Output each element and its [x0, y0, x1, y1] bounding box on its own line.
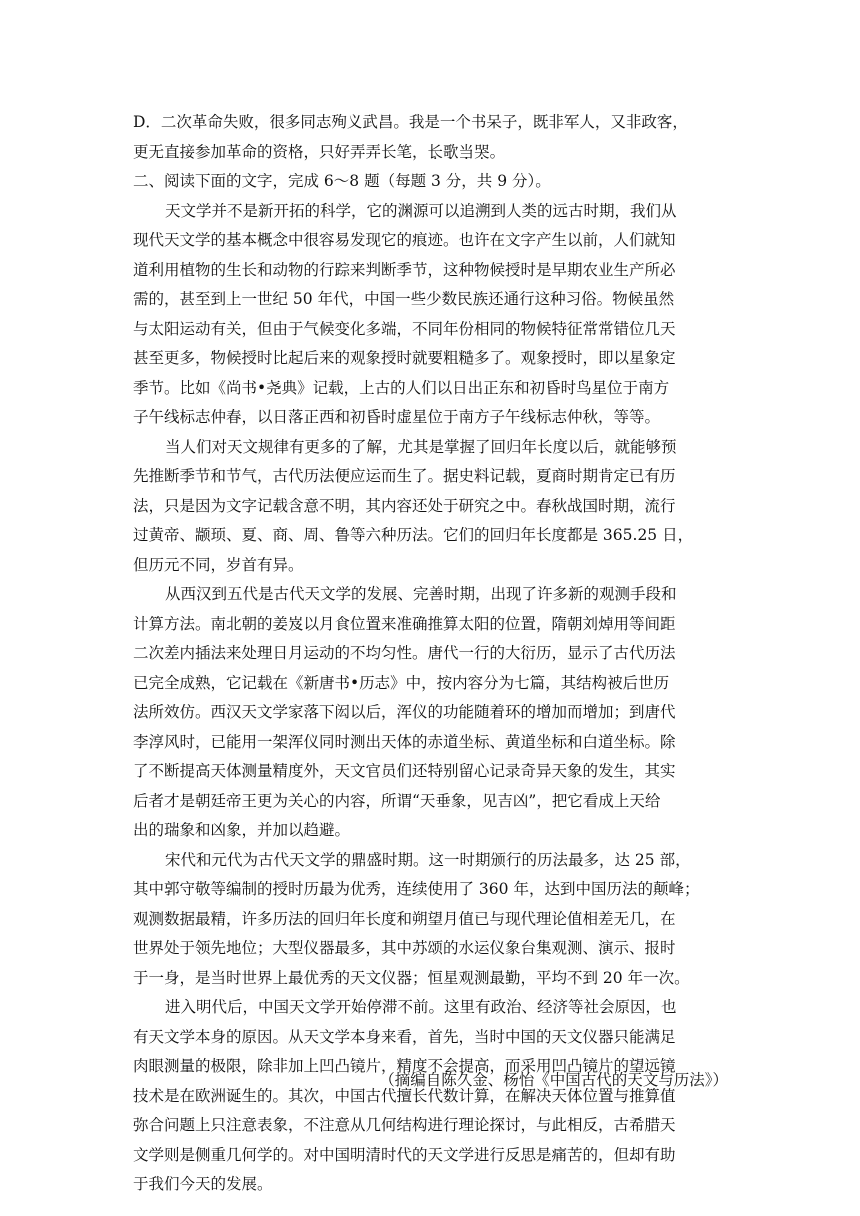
section-heading-block [133, 167, 728, 197]
option-d [133, 108, 728, 167]
paragraph-line: 但历元不同，岁首有异。 [133, 555, 304, 574]
emphasis-char: 哭 · [474, 138, 490, 168]
paragraph-line: 过黄帝、颛顼、夏、商、周、鲁等六种历法。它们的回归年长度都是 365.25 日， [133, 526, 694, 544]
paragraph-line: 后者才是朝廷帝王更为关心的内容，所谓“天垂象，见吉凶”，把它看成上天给 [133, 791, 661, 810]
paragraph-line: 计算方法。南北朝的姜岌以月食位置来准确推算太阳的位置，隋朝刘焯用等间距 [133, 614, 676, 633]
article-paragraph [133, 580, 728, 846]
option-d-text: 更无直接参加革命的资格，只好弄弄长笔， [133, 142, 428, 161]
paragraph-line: 法，只是因为文字记载含意不明，其内容还处于研究之中。春秋战国时期，流行 [133, 496, 676, 515]
source-citation: （摘编自陈久金、杨怡《中国古代的天文与历法》） [379, 1071, 728, 1089]
paragraph-line: 观测数据最精，许多历法的回归年长度和朔望月值已与现代理论值相差无几，在 [133, 909, 676, 928]
paragraph-line: 进入明代后，中国天文学开始停滞不前。这里有政治、经济等社会原因，也 [165, 998, 677, 1016]
emphasis-char: 当 · [459, 138, 475, 168]
paragraph-line: 技术是在欧洲诞生的。其次，中国古代擅长代数计算，在解决天体位置与推算值 [133, 1086, 676, 1105]
paragraph-line: 于一身，是当时世界上最优秀的天文仪器；恒星观测最勤，平均不到 20 年一次。 [133, 968, 690, 987]
paragraph-line: 宋代和元代为古代天文学的鼎盛时期。这一时期颁行的历法最多，达 25 部， [165, 850, 691, 869]
paragraph-line: 文学则是侧重几何学的。对中国明清时代的天文学进行反思是痛苦的，但却有助 [133, 1145, 676, 1164]
paragraph-line: 有天文学本身的原因。从天文学本身来看，首先，当时中国的天文仪器只能满足 [133, 1027, 676, 1046]
option-d-line-2 [133, 138, 728, 168]
article-paragraph [133, 846, 728, 994]
article-paragraph [133, 993, 728, 1200]
option-d-text-end: 。 [489, 142, 506, 161]
emphasis-char: 长 · [428, 138, 444, 168]
paragraph-line: 道利用植物的生长和动物的行踪来判断季节，这种物候授时是早期农业生产所必 [133, 260, 676, 279]
paragraph-line: 与太阳运动有关，但由于气候变化多端，不同年份相同的物候特征常常错位几天 [133, 319, 676, 338]
paragraph-line: 季节。比如《尚书•尧典》记载，上古的人们以日出正东和初昏时鸟星位于南方 [133, 378, 670, 397]
paragraph-line: 法所效仿。西汉天文学家落下闳以后，浑仪的功能随着环的增加而增加；到唐代 [133, 703, 676, 721]
paragraph-line: 了不断提高天体测量精度外，天文官员们还特别留心记录奇异天象的发生，其实 [133, 762, 676, 780]
paragraph-line: 弥合问题上只注意表象，不注意从几何结构进行理论探讨，与此相反，古希腊天 [133, 1116, 676, 1134]
paragraph-line: 当人们对天文规律有更多的了解，尤其是掌握了回归年长度以后，就能够预 [165, 437, 677, 456]
emphasis-char: 歌 · [443, 138, 459, 168]
paragraph-line: 先推断季节和节气，古代历法便应运而生了。据史料记载，夏商时期肯定已有历 [133, 467, 676, 485]
paragraph-line: 从西汉到五代是古代天文学的发展、完善时期，出现了许多新的观测手段和 [165, 585, 677, 603]
article-paragraph [133, 433, 728, 581]
option-d-line-1: D．二次革命失败，很多同志殉义武昌。我是一个书呆子，既非军人，又非政客， [133, 113, 688, 131]
paragraph-line: 甚至更多，物候授时比起后来的观象授时就要粗糙多了。观象授时，即以星象定 [133, 349, 676, 367]
paragraph-line: 肉眼测量的极限，除非加上凹凸镜片，精度不会提高，而采用凹凸镜片的望远镜 [133, 1057, 676, 1075]
paragraph-line: 出的瑞象和凶象，并加以趋避。 [133, 821, 351, 839]
article [133, 197, 728, 1200]
paragraph-line: 于我们今天的发展。 [133, 1175, 273, 1193]
section-heading: 二、阅读下面的文字，完成 6～8 题（每题 3 分，共 9 分）。 [133, 172, 551, 190]
paragraph-line: 天文学并不是新开拓的科学，它的渊源可以追溯到人类的远古时期，我们从 [165, 201, 677, 220]
paragraph-line: 子午线标志仲春，以日落正西和初昏时虚星位于南方子午线标志仲秋，等等。 [133, 408, 661, 426]
paragraph-line: 二次差内插法来处理日月运动的不均匀性。唐代一行的大衍历，显示了古代历法 [133, 644, 676, 662]
paragraph-line: 李淳风时，已能用一架浑仪同时测出天体的赤道坐标、黄道坐标和白道坐标。除 [133, 732, 676, 751]
paragraph-line: 世界处于领先地位；大型仪器最多，其中苏颂的水运仪象台集观测、演示、报时 [133, 939, 676, 957]
paragraph-line: 需的，甚至到上一世纪 50 年代，中国一些少数民族还通行这种习俗。物候虽然 [133, 290, 675, 308]
paragraph-line: 已完全成熟，它记载在《新唐书•历志》中，按内容分为七篇，其结构被后世历 [133, 673, 670, 692]
article-paragraph [133, 197, 728, 433]
paragraph-line: 其中郭守敬等编制的授时历最为优秀，连续使用了 360 年，达到中国历法的颠峰； [133, 880, 700, 898]
paragraph-line: 现代天文学的基本概念中很容易发现它的痕迹。也许在文字产生以前，人们就知 [133, 231, 676, 249]
